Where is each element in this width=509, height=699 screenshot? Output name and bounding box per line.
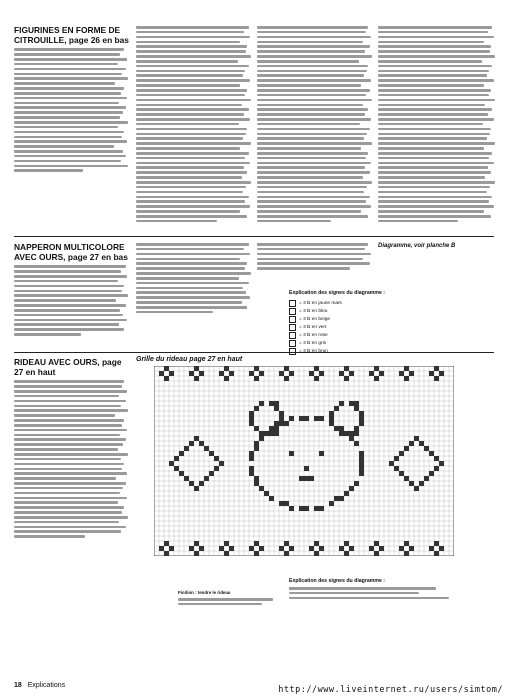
grid-filled-block <box>259 486 264 491</box>
grid-filled-block <box>304 416 309 421</box>
grid-filled-block <box>194 486 199 491</box>
grid-filled-block <box>359 416 364 421</box>
grid-filled-block <box>339 371 344 376</box>
rideau-body <box>14 380 129 538</box>
grid-filled-block <box>309 476 314 481</box>
grid-filled-block <box>289 546 294 551</box>
grid-filled-block <box>279 371 284 376</box>
grid-filled-block <box>379 546 384 551</box>
grid-filled-block <box>414 436 419 441</box>
legend-upper <box>289 290 499 355</box>
grid-filled-block <box>354 431 359 436</box>
grid-filled-block <box>184 476 189 481</box>
grid-filled-block <box>349 431 354 436</box>
grid-filled-block <box>254 476 259 481</box>
grid-filled-block <box>254 541 259 546</box>
grid-filled-block <box>159 371 164 376</box>
chart-area <box>136 352 498 572</box>
grid-filled-block <box>189 481 194 486</box>
grid-filled-block <box>309 371 314 376</box>
grid-filled-block <box>304 466 309 471</box>
diagram-reference: Diagramme, voir planche B <box>378 243 456 249</box>
grid-filled-block <box>314 376 319 381</box>
grid-filled-block <box>259 436 264 441</box>
grid-filled-block <box>404 376 409 381</box>
legend-row <box>289 323 499 331</box>
grid-filled-block <box>284 551 289 556</box>
grid-filled-block <box>339 496 344 501</box>
grid-filled-block <box>249 456 254 461</box>
grid-filled-block <box>339 401 344 406</box>
column-2 <box>136 26 252 225</box>
grid-filled-block <box>419 441 424 446</box>
grid-filled-block <box>314 541 319 546</box>
grid-filled-block <box>359 471 364 476</box>
grid-filled-block <box>429 471 434 476</box>
grid-filled-block <box>289 416 294 421</box>
column-left <box>14 26 129 174</box>
legend-symbol-icon <box>289 332 296 339</box>
grid-filled-block <box>224 376 229 381</box>
grid-filled-block <box>409 546 414 551</box>
legend-row <box>289 339 499 347</box>
grid-filled-block <box>259 401 264 406</box>
grid-filled-block <box>369 546 374 551</box>
legend-label: = 3 B en rose <box>299 332 328 338</box>
grid-filled-block <box>409 481 414 486</box>
legend-label: = 3 B en bleu <box>299 308 328 314</box>
grid-filled-block <box>344 431 349 436</box>
grid-filled-block <box>209 471 214 476</box>
grid-filled-block <box>224 551 229 556</box>
grid-filled-block <box>289 506 294 511</box>
page-number: 18 <box>14 682 22 689</box>
grid-filled-block <box>214 466 219 471</box>
legend-title-lower: Explication des signes du diagramme : <box>289 578 385 584</box>
grid-filled-block <box>409 441 414 446</box>
grid-filled-block <box>174 456 179 461</box>
grid-filled-block <box>314 416 319 421</box>
grid-filled-block <box>319 546 324 551</box>
grid-filled-block <box>359 411 364 416</box>
grid-filled-block <box>224 366 229 371</box>
grid-filled-block <box>329 411 334 416</box>
grid-filled-block <box>299 416 304 421</box>
column-4 <box>378 26 496 225</box>
grid-filled-block <box>349 436 354 441</box>
section-divider <box>14 236 494 237</box>
grid-filled-block <box>189 546 194 551</box>
grid-filled-block <box>249 371 254 376</box>
grid-filled-block <box>194 376 199 381</box>
grid-filled-block <box>269 496 274 501</box>
col2-body <box>136 26 252 222</box>
grid-filled-block <box>439 461 444 466</box>
grid-filled-block <box>424 446 429 451</box>
grid-filled-block <box>164 551 169 556</box>
grid-filled-block <box>374 541 379 546</box>
grid-filled-block <box>434 466 439 471</box>
grid-filled-block <box>354 406 359 411</box>
grid-filled-block <box>439 371 444 376</box>
grid-filled-block <box>269 431 274 436</box>
grid-filled-block <box>434 376 439 381</box>
column-3-lower <box>257 243 373 272</box>
grid-filled-block <box>374 551 379 556</box>
grid-filled-block <box>219 371 224 376</box>
grid-filled-block <box>194 366 199 371</box>
legend-row <box>289 331 499 339</box>
crochet-grid-chart <box>154 366 454 556</box>
grid-filled-block <box>169 461 174 466</box>
grid-filled-block <box>434 541 439 546</box>
grid-filled-block <box>314 366 319 371</box>
grid-filled-block <box>339 426 344 431</box>
grid-filled-block <box>194 541 199 546</box>
grid-filled-block <box>314 551 319 556</box>
grid-filled-block <box>254 446 259 451</box>
grid-filled-block <box>249 421 254 426</box>
grid-filled-block <box>254 426 259 431</box>
grid-filled-block <box>319 371 324 376</box>
napperon-body <box>14 265 129 335</box>
grid-filled-block <box>214 456 219 461</box>
grid-filled-block <box>219 546 224 551</box>
grid-filled-block <box>319 451 324 456</box>
grid-filled-block <box>344 491 349 496</box>
grid-filled-block <box>344 551 349 556</box>
grid-filled-block <box>279 416 284 421</box>
grid-filled-block <box>394 466 399 471</box>
footer-label: Explications <box>27 682 66 689</box>
grid-filled-block <box>274 426 279 431</box>
grid-filled-block <box>164 376 169 381</box>
grid-filled-block <box>184 446 189 451</box>
column-left-2 <box>14 243 129 338</box>
grid-filled-block <box>419 481 424 486</box>
grid-filled-block <box>354 441 359 446</box>
grid-filled-block <box>359 461 364 466</box>
grid-filled-block <box>249 451 254 456</box>
legend-symbol-icon <box>289 308 296 315</box>
finition-text: Finition : tendre le rideau <box>178 590 231 595</box>
grid-filled-block <box>404 366 409 371</box>
grid-filled-block <box>259 371 264 376</box>
legend-label: = 3 B en jaune maïs <box>299 300 342 306</box>
grid-filled-block <box>319 506 324 511</box>
legend-label: = 3 B en vert <box>299 324 327 330</box>
grid-filled-block <box>229 371 234 376</box>
grid-filled-block <box>399 546 404 551</box>
legend-label: = 3 B en gris <box>299 340 327 346</box>
grid-filled-block <box>279 421 284 426</box>
grid-filled-block <box>404 541 409 546</box>
grid-filled-block <box>164 541 169 546</box>
grid-filled-block <box>304 506 309 511</box>
legend-row <box>289 315 499 323</box>
grid-filled-block <box>274 406 279 411</box>
section-title-rideau: RIDEAU AVEC OURS, page 27 en haut <box>14 357 122 377</box>
grid-filled-block <box>349 371 354 376</box>
grid-filled-block <box>429 546 434 551</box>
legend-row <box>289 299 499 307</box>
grid-filled-block <box>354 481 359 486</box>
grid-filled-block <box>199 481 204 486</box>
grid-filled-block <box>199 441 204 446</box>
grid-filled-block <box>254 366 259 371</box>
grid-filled-block <box>284 501 289 506</box>
grid-filled-block <box>389 461 394 466</box>
grid-filled-block <box>199 371 204 376</box>
legend-row <box>289 307 499 315</box>
grid-filled-block <box>284 366 289 371</box>
grid-filled-block <box>374 366 379 371</box>
grid-filled-block <box>334 406 339 411</box>
grid-filled-block <box>344 366 349 371</box>
grid-filled-block <box>274 431 279 436</box>
grid-filled-block <box>374 376 379 381</box>
grid-filled-block <box>404 476 409 481</box>
grid-filled-block <box>439 546 444 551</box>
grid-filled-block <box>274 401 279 406</box>
grid-filled-block <box>204 476 209 481</box>
grid-filled-block <box>304 476 309 481</box>
legend-lower <box>289 578 499 602</box>
grid-filled-block <box>359 421 364 426</box>
legend-label: = 3 B en brun <box>299 348 328 354</box>
legend-symbol-icon <box>289 316 296 323</box>
grid-filled-block <box>264 491 269 496</box>
grid-filled-block <box>289 371 294 376</box>
grid-filled-block <box>199 546 204 551</box>
grid-filled-block <box>434 366 439 371</box>
grid-filled-block <box>159 546 164 551</box>
legend-label: = 3 B en beige <box>299 316 331 322</box>
grid-filled-block <box>359 456 364 461</box>
grid-filled-block <box>224 541 229 546</box>
section-title-citrouille: FIGURINES EN FORME DE CITROUILLE, page 26 en bas <box>14 25 129 45</box>
grid-filled-block <box>399 371 404 376</box>
page-footer <box>14 682 65 689</box>
legend-title: Explication des signes du diagramme : <box>289 290 385 296</box>
grid-filled-block <box>354 426 359 431</box>
grid-filled-block <box>254 481 259 486</box>
grid-filled-block <box>254 406 259 411</box>
column-4-lower <box>378 243 496 250</box>
grid-filled-block <box>414 486 419 491</box>
grid-filled-block <box>344 376 349 381</box>
column-2-lower <box>136 243 252 316</box>
grid-filled-block <box>249 546 254 551</box>
grid-filled-block <box>334 496 339 501</box>
legend-symbol-icon <box>289 340 296 347</box>
grid-filled-block <box>219 461 224 466</box>
grid-filled-block <box>174 466 179 471</box>
grid-filled-block <box>394 456 399 461</box>
grid-filled-block <box>249 411 254 416</box>
grid-filled-block <box>349 401 354 406</box>
grid-filled-block <box>379 371 384 376</box>
source-url[interactable]: http://www.liveinternet.ru/users/simtom/ <box>278 685 503 695</box>
grid-filled-block <box>229 546 234 551</box>
grid-filled-block <box>254 441 259 446</box>
grid-filled-block <box>209 451 214 456</box>
grid-filled-block <box>359 451 364 456</box>
legend-rows <box>289 299 499 355</box>
grid-filled-block <box>169 371 174 376</box>
grid-filled-block <box>249 471 254 476</box>
grid-filled-block <box>284 541 289 546</box>
grid-filled-block <box>189 441 194 446</box>
grid-filled-block <box>249 416 254 421</box>
grid-filled-block <box>429 371 434 376</box>
grid-filled-block <box>344 541 349 546</box>
grid-filled-block <box>309 546 314 551</box>
grid-filled-block <box>274 421 279 426</box>
grid-filled-block <box>314 506 319 511</box>
grid-filled-block <box>424 476 429 481</box>
grid-filled-block <box>284 421 289 426</box>
grid-filled-block <box>299 476 304 481</box>
grid-filled-block <box>334 426 339 431</box>
grid-filled-block <box>329 501 334 506</box>
grid-filled-block <box>434 456 439 461</box>
grid-filled-block <box>279 546 284 551</box>
grid-filled-block <box>289 451 294 456</box>
grid-filled-block <box>179 471 184 476</box>
grid-filled-block <box>399 451 404 456</box>
grid-filled-block <box>279 411 284 416</box>
grid-filled-block <box>269 426 274 431</box>
grid-filled-block <box>249 466 254 471</box>
grid-filled-block <box>339 546 344 551</box>
grid-filled-block <box>204 446 209 451</box>
grid-filled-block <box>279 501 284 506</box>
grid-filled-block <box>269 401 274 406</box>
section-title-napperon: NAPPERON MULTICOLORE AVEC OURS, page 27 en bas <box>14 242 128 262</box>
grid-filled-block <box>409 371 414 376</box>
grid-filled-block <box>354 401 359 406</box>
grid-filled-block <box>339 431 344 436</box>
grid-filled-block <box>369 371 374 376</box>
grid-filled-block <box>284 376 289 381</box>
column-3 <box>257 26 373 225</box>
grid-filled-block <box>259 431 264 436</box>
chart-title: Grille du rideau page 27 en haut <box>136 356 243 363</box>
grid-filled-block <box>404 551 409 556</box>
legend-symbol-icon <box>289 324 296 331</box>
grid-filled-block <box>329 421 334 426</box>
grid-filled-block <box>254 376 259 381</box>
grid-filled-block <box>429 451 434 456</box>
grid-filled-block <box>189 371 194 376</box>
finition-block <box>178 590 283 608</box>
grid-filled-block <box>264 431 269 436</box>
grid-filled-block <box>434 551 439 556</box>
column-left-3 <box>14 358 129 540</box>
grid-filled-block <box>179 451 184 456</box>
grid-filled-block <box>194 436 199 441</box>
grid-filled-block <box>169 546 174 551</box>
grid-filled-block <box>254 551 259 556</box>
grid-filled-block <box>349 486 354 491</box>
grid-filled-block <box>299 506 304 511</box>
legend-symbol-icon <box>289 300 296 307</box>
grid-filled-block <box>399 471 404 476</box>
citrouille-body <box>14 48 129 172</box>
grid-filled-block <box>404 446 409 451</box>
grid-filled-block <box>259 546 264 551</box>
grid-filled-block <box>349 546 354 551</box>
grid-filled-block <box>359 466 364 471</box>
grid-filled-block <box>194 551 199 556</box>
grid-filled-block <box>329 416 334 421</box>
grid-filled-block <box>164 366 169 371</box>
grid-filled-block <box>319 416 324 421</box>
